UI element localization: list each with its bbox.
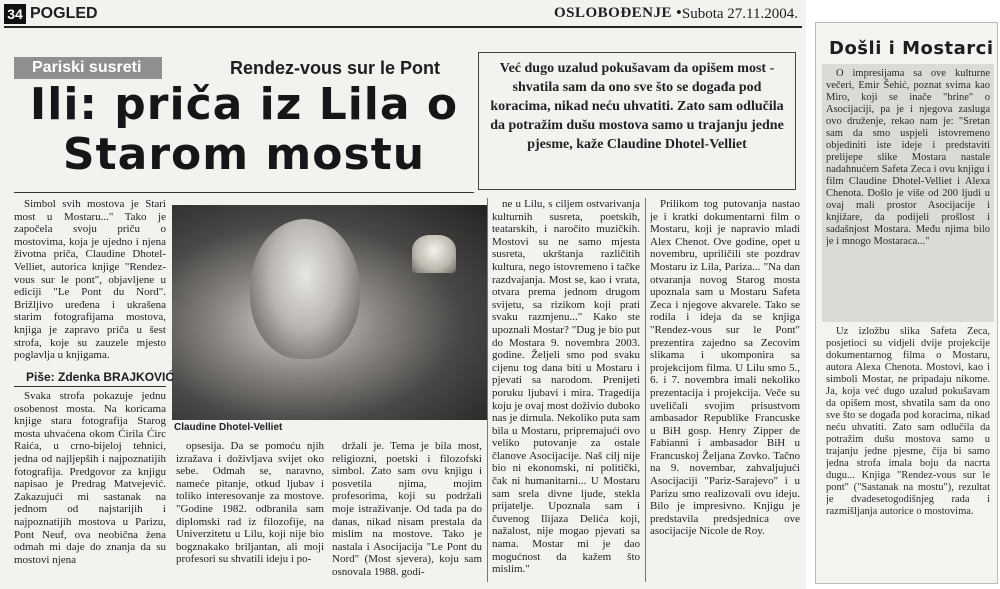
article-kicker: Pariski susreti [14,57,162,79]
section-name: POGLED [30,5,98,22]
byline: Piše: Zdenka BRAJKOVIĆ [26,370,175,384]
photo-lamp [412,235,456,273]
article-column-4 [492,198,640,582]
photo-caption: Claudine Dhotel-Velliet [174,422,283,433]
article-column-1b [14,390,166,582]
article-column-2 [176,440,324,582]
column-1-text: Simbol svih mostova je Stari most u Mostaru..." Tako je započela svoju priču o mostovima, koja je ujedno i njena životna priča, Claudine Dhotel-Velliet, autorica knjige "Rendez-vous sur le pont", objavljene u ediciji "Le Pont du Nord". Brižljivo uređena i ukrašena starim fotografijama mostova, knjiga je zapravo priča u šest strofa, koje su zauzele mjesto poglavlja u knjigama. [14,198,166,362]
column-2-text: opsesija. Da se pomoću njih izražava i doživljava svijet oko sebe. Odmah se, naravno, nameće pitanje, otkud ljubav i toliko interesovanje za mostove. "Godine 1982. odbranila sam diplomski rad iz filozofije, na Univerzitetu u Lilu, koji nije bio bogznakako briljantan, ali moji profesori su shvatili ideju i po- [176,440,324,566]
column-5-text: Prilikom tog putovanja nastao je i kratki dokumentarni film o Mostaru, koji je napravio mladi Alex Chenot. Ove godine, opet u novembru, upriličili ste pozdrav Mostaru iz Lila, Pariza... "Na dan otvaranja novog Starog mosta upoznala sam u Mostaru Safeta Zeca i njegove akvarele. Tako se rodila i ideja da se knjiga "Rendez-vous sur le Pont" prezentira zajedno sa Zecovim slikama i ukomponira sa projekcijom filma. U Lilu smo 5., 6. i 7. novembra imali nekoliko prezentacija i projekcija. Veče su uveličali svojim prisustvom ambasador Republike Francuske u BiH gosp. Henry Zipper de Fabianni i ambasador BiH u Francuskoj Željana Zovko. Tačno na 9. novembar, zahvaljujući Asocijaciji "Pariz-Sarajevo" i u Parizu smo realizovali ovu ideju. Bilo je impresivno. Knjigu je predstavila predsjednica ove asocijacije Nicole de Roy. [650,198,800,538]
photo-portrait [250,219,360,359]
newspaper-name: OSLOBOĐENJE • [553,5,682,21]
pull-quote: Već dugo uzalud pokušavam da opišem most - shvatila sam da ono sve što se događa pod koracima, nikad neću uhvatiti. Zato sam odlučila da potražim dušu mostova samo u trajanju jedne pjesme, kaže Claudine Dhotel-Velliet [478,52,796,190]
article-column-1 [14,198,166,366]
issue-date: Subota 27.11.2004. [681,6,798,22]
sidebar-text-2 [826,326,990,578]
column-3-text: držali je. Tema je bila most, religiozni, poetski i filozofski simbol. Zato sam ovu knjigu i posvetila njima, mojim profesorima, koji su podržali moje istraživanje. Od tada pa do danas, nikad nisam prestala da mislim na mostove. Tako je nastala i Asocijacija "Le Pont du Nord" (Most sjevera), koju sam osnovala 1988. godi- [332,440,482,578]
headline-rule [14,192,474,193]
article-column-5 [650,198,800,582]
sidebar-paragraph-2: Uz izložbu slika Safeta Zeca, posjetioci su vidjeli dvije projekcije dokumentarnog filma o Mostaru, autora Alexa Chenota. Mostovi, kao i simboli Mostar, ne pripadaju nikome. Ja, koja već dugo uzalud pokušavam da opišem most, shvatila sam da ono sve što se događa pod koracima, nikad neću uhvatiti. Zato sam odlučila da potražim dušu mostova samo u trajanju jedne pjesme, čija bi samo jedna strofa imala boju da nacrta dugu... Knjiga "Rendez-vous sur le pont" ("Sastanak na mostu"), rezultat je dvadesetogodišnjeg rada i razmišljanja autorice o mostovima. [826,326,990,517]
column-divider [487,198,488,582]
author-photo [172,205,487,420]
column-4-text: ne u Lilu, s ciljem ostvarivanja kulturnih susreta, poetskih, teatarskih, i naročito muzičkih. Mostovi su ne samo mjesta susreta, ukrštanja različitih kultura, nego istovremeno i tačke razdvajanja. Most se, kao i vrata, otvara prema jednom drugom svijetu, sa rizikom koji prati svaku razmjenu..." Kako ste upoznali Mostar? "Dug je bio put do Mostara 9. novembra 2003. godine. Željeli smo pod svaku cijenu tog dana biti u Mostaru i pjevati sa narodom. Prenijeti poruku ljubavi i mira. Tragedija koju je ovaj most doživio duboko nas je dirnula. Nekoliko puta sam bila u Mostaru, pripremajući ovo veliko putovanje za ostale članove Asocijacije. Naš cilj nije bio ni ekonomski, ni politički, čak ni humanitarni... U Mostaru sam srela divne ljude, stekla prijatelje. Upoznala sam i čuvenog Ilijaza Delića koji, nažalost, nije mogao pjevati sa nama. Mostar mi je dao mogućnost da kažem što mislim." [492,198,640,576]
byline-rule [14,386,166,387]
article-column-3 [332,440,482,582]
sidebar-paragraph-1: O impresijama sa ove kulturne večeri, Emir Šehić, poznat svima kao Miro, koji se inače "brine" o Asocijaciji, pa je i njegova zasluga ovo druženje, rekao nam je: "Sretan sam da smo uspjeli istovremeno objediniti iste ideje i predstaviti prelijepe slike Mostara nastale nadahnućem Safeta Zeca i ovu knjigu i film Claudine Dhotel-Velliet i Alexa Chenota. Došlo je više od 200 ljudi u ovaj mali prostor Asocijacije i knjižare, da podijeli prošlost i sadašnjost Mostara. Među njima bilo je i mnogo Mostaraca..." [826,68,990,247]
page-header [4,4,802,28]
sidebar-text-1 [826,68,990,318]
article-subtitle: Rendez-vous sur le Pont [230,58,441,78]
page-number: 34 [4,4,26,24]
sidebar-title: Došli i Mostarci [829,38,994,59]
article-headline: Ili: priča iz Lila o Starom mostu [29,79,459,180]
column-1b-text: Svaka strofa pokazuje jednu osobenost mosta. Na koricama knjige stara fotografija Starog mosta uhvaćena okom Ćirila Ćirc Raića, u crno-bijeloj tehnici, jedna od najljepših i najpoznatijih fotografija. Predgovor za knjigu napisao je Predrag Matvejević. Zakazujući mi sastanak na jednom od najstarijih i najpoznatijih mostova u Parizu, Pont Neuf, ova neobična žena odmah mi daje do znanja da su mostovi njena [14,390,166,566]
column-divider [645,198,646,582]
